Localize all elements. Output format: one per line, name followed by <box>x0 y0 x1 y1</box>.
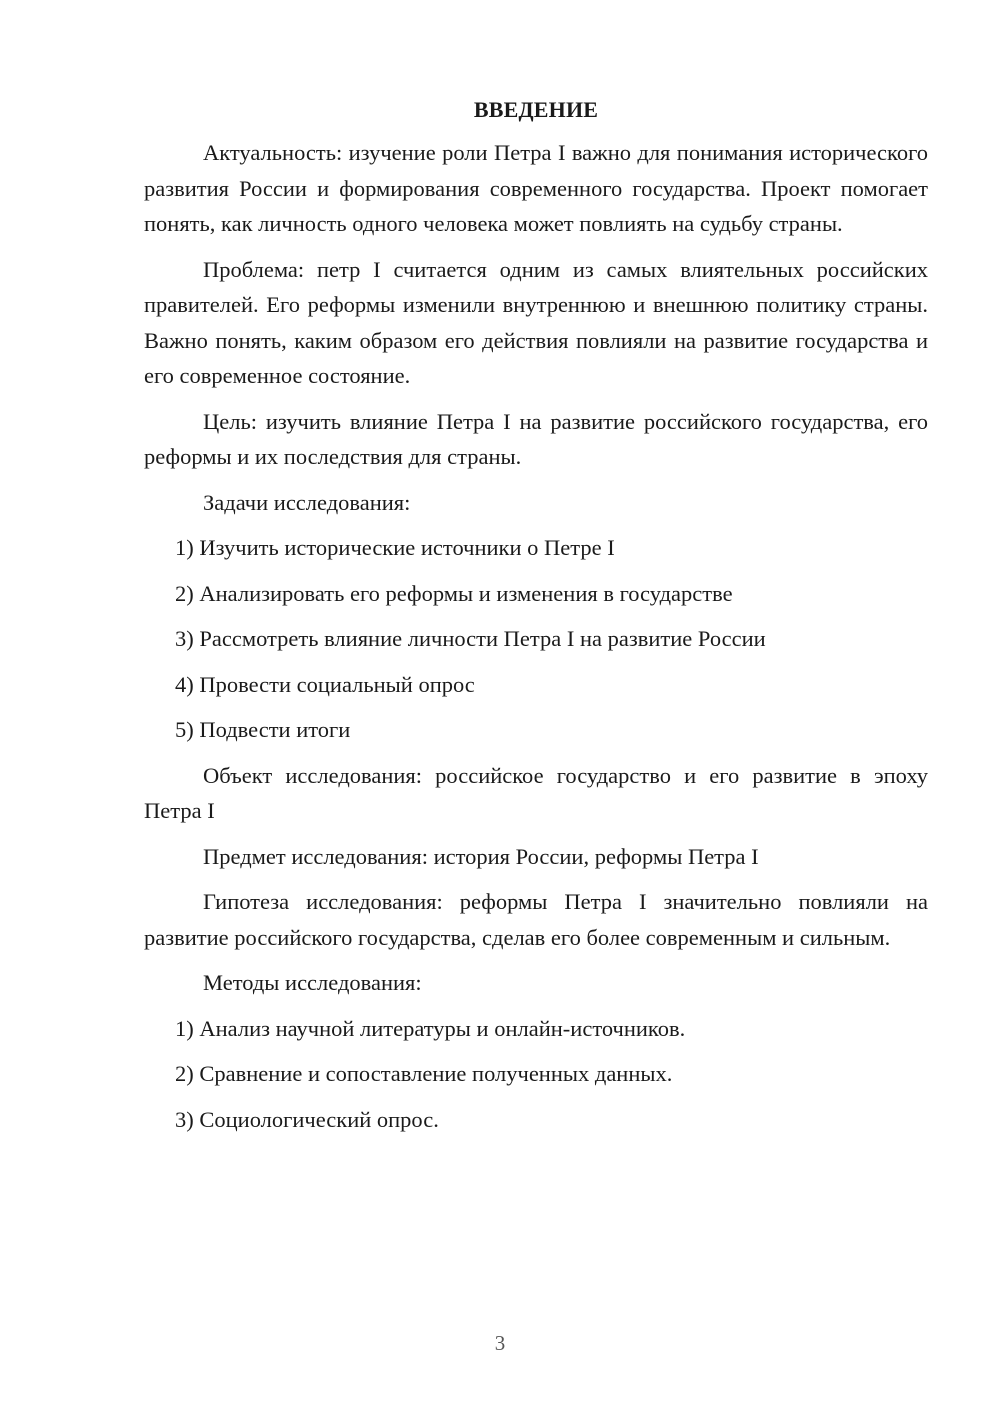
object-paragraph: Объект исследования: российское государство и его развитие в эпоху Петра I <box>144 762 928 823</box>
list-item: 2) Анализировать его реформы и изменения в государстве <box>175 580 733 606</box>
list-item: 1) Анализ научной литературы и онлайн-источников. <box>175 1015 686 1041</box>
relevance-paragraph: Актуальность: изучение роли Петра I важно для понимания исторического развития России и формирования современного государства. Проект помогает понять, как личность одного человека может повлиять на судьбу страны. <box>144 140 928 236</box>
list-item: 3) Рассмотреть влияние личности Петра I на развитие России <box>175 626 766 651</box>
subject-paragraph: Предмет исследования: история России, реформы Петра I <box>203 843 759 869</box>
list-item: 2) Сравнение и сопоставление полученных данных. <box>175 1061 673 1086</box>
list-item: 5) Подвести итоги <box>175 717 351 742</box>
list-item: 3) Социологический опрос. <box>175 1106 439 1132</box>
page-number: 3 <box>494 1331 506 1355</box>
list-item: 4) Провести социальный опрос <box>175 671 475 697</box>
problem-paragraph: Проблема: петр I считается одним из самых влиятельных российских правителей. Его реформы изменили внутреннюю и внешнюю политику страны. Важно понять, каким образом его действия повлияли на развитие государства и его современное состояние. <box>144 256 928 388</box>
methods-title: Методы исследования: <box>203 970 422 995</box>
tasks-list <box>144 530 928 748</box>
section-heading: ВВЕДЕНИЕ <box>473 97 599 122</box>
list-item: 1) Изучить исторические источники о Петре I <box>175 535 615 560</box>
document-page <box>144 92 928 1147</box>
methods-list <box>144 1011 928 1138</box>
goal-paragraph: Цель: изучить влияние Петра I на развитие российского государства, его реформы и их последствия для страны. <box>144 408 928 469</box>
tasks-title: Задачи исследования: <box>203 489 411 515</box>
hypothesis-paragraph: Гипотеза исследования: реформы Петра I значительно повлияли на развитие российского государства, сделав его более современным и сильным. <box>144 889 928 950</box>
